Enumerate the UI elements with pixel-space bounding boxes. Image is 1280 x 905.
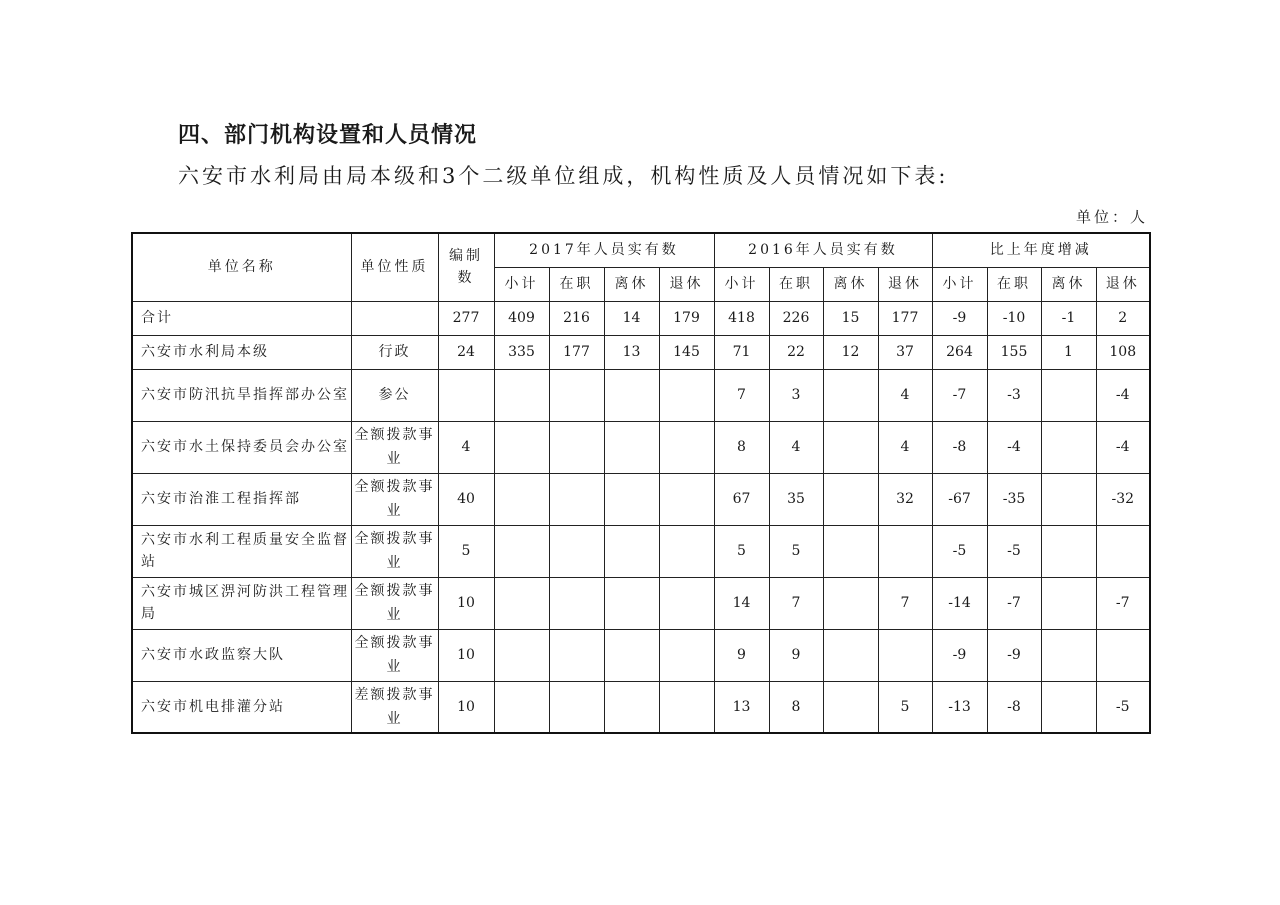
sub-active: 在职 xyxy=(987,267,1041,301)
cell-y2017-2 xyxy=(604,369,659,421)
header-bianzhi: 编制数 xyxy=(438,233,494,301)
cell-y2016-2 xyxy=(823,369,878,421)
cell-change-0: -5 xyxy=(932,525,987,577)
cell-y2016-2 xyxy=(823,629,878,681)
cell-y2016-1: 4 xyxy=(769,421,823,473)
table-row xyxy=(132,335,1150,369)
sub-subtotal: 小计 xyxy=(494,267,549,301)
cell-change-1: -10 xyxy=(987,301,1041,335)
cell-change-1: -4 xyxy=(987,421,1041,473)
cell-unit-name: 六安市治淮工程指挥部 xyxy=(132,473,351,525)
cell-y2016-0: 9 xyxy=(714,629,769,681)
table-row xyxy=(132,681,1150,733)
table-row xyxy=(132,525,1150,577)
cell-unit-nature: 全额拨款事业 xyxy=(351,473,438,525)
cell-unit-nature: 全额拨款事业 xyxy=(351,525,438,577)
cell-y2017-2 xyxy=(604,525,659,577)
table-row xyxy=(132,301,1150,335)
cell-y2016-1: 22 xyxy=(769,335,823,369)
cell-y2017-2 xyxy=(604,629,659,681)
header-change: 比上年度增减 xyxy=(932,233,1150,267)
cell-y2017-0: 409 xyxy=(494,301,549,335)
cell-y2016-0: 418 xyxy=(714,301,769,335)
sub-lixiu: 离休 xyxy=(823,267,878,301)
cell-change-2: -1 xyxy=(1041,301,1096,335)
header-row-1 xyxy=(132,233,1150,267)
cell-unit-name: 六安市水政监察大队 xyxy=(132,629,351,681)
cell-y2016-0: 8 xyxy=(714,421,769,473)
sub-subtotal: 小计 xyxy=(714,267,769,301)
cell-unit-name: 六安市机电排灌分站 xyxy=(132,681,351,733)
table-row xyxy=(132,629,1150,681)
cell-y2017-1 xyxy=(549,629,604,681)
table-row xyxy=(132,577,1150,629)
cell-change-3: -4 xyxy=(1096,421,1150,473)
sub-tuixiu: 退休 xyxy=(1096,267,1150,301)
table-row xyxy=(132,421,1150,473)
cell-change-0: -7 xyxy=(932,369,987,421)
cell-change-1: -5 xyxy=(987,525,1041,577)
cell-unit-name: 六安市防汛抗旱指挥部办公室 xyxy=(132,369,351,421)
cell-y2016-0: 13 xyxy=(714,681,769,733)
cell-y2017-0 xyxy=(494,629,549,681)
cell-change-0: -9 xyxy=(932,629,987,681)
cell-y2016-2 xyxy=(823,421,878,473)
cell-y2016-1: 35 xyxy=(769,473,823,525)
cell-bianzhi: 277 xyxy=(438,301,494,335)
cell-unit-name: 六安市水利工程质量安全监督站 xyxy=(132,525,351,577)
cell-y2017-2 xyxy=(604,473,659,525)
cell-y2016-3: 5 xyxy=(878,681,932,733)
cell-change-3: -5 xyxy=(1096,681,1150,733)
cell-y2016-3: 32 xyxy=(878,473,932,525)
cell-unit-nature: 参公 xyxy=(351,369,438,421)
header-2017: 2017年人员实有数 xyxy=(494,233,714,267)
cell-bianzhi: 10 xyxy=(438,629,494,681)
cell-y2017-1 xyxy=(549,577,604,629)
cell-y2016-3: 4 xyxy=(878,421,932,473)
sub-lixiu: 离休 xyxy=(604,267,659,301)
cell-unit-nature: 差额拨款事业 xyxy=(351,681,438,733)
cell-y2017-2: 14 xyxy=(604,301,659,335)
cell-change-2 xyxy=(1041,473,1096,525)
header-nature: 单位性质 xyxy=(351,233,438,301)
cell-y2016-0: 7 xyxy=(714,369,769,421)
unit-label: 单位：人 xyxy=(1075,208,1148,226)
cell-unit-name: 合计 xyxy=(132,301,351,335)
cell-change-1: -8 xyxy=(987,681,1041,733)
cell-change-3: 2 xyxy=(1096,301,1150,335)
cell-y2017-0 xyxy=(494,525,549,577)
cell-y2017-3 xyxy=(659,525,714,577)
cell-y2016-2 xyxy=(823,681,878,733)
cell-y2017-3 xyxy=(659,577,714,629)
cell-y2017-1 xyxy=(549,525,604,577)
cell-y2016-0: 5 xyxy=(714,525,769,577)
cell-y2016-2 xyxy=(823,473,878,525)
cell-unit-nature: 全额拨款事业 xyxy=(351,629,438,681)
cell-unit-nature: 全额拨款事业 xyxy=(351,421,438,473)
cell-change-3 xyxy=(1096,629,1150,681)
cell-bianzhi: 4 xyxy=(438,421,494,473)
cell-y2017-0 xyxy=(494,681,549,733)
cell-change-0: -13 xyxy=(932,681,987,733)
cell-y2017-0 xyxy=(494,473,549,525)
cell-change-3: -7 xyxy=(1096,577,1150,629)
table-row xyxy=(132,369,1150,421)
cell-change-2 xyxy=(1041,629,1096,681)
cell-change-2 xyxy=(1041,681,1096,733)
cell-y2016-0: 71 xyxy=(714,335,769,369)
cell-y2017-3: 145 xyxy=(659,335,714,369)
cell-y2017-3 xyxy=(659,369,714,421)
cell-change-3: -32 xyxy=(1096,473,1150,525)
cell-y2017-1 xyxy=(549,473,604,525)
cell-y2017-3: 179 xyxy=(659,301,714,335)
cell-y2017-3 xyxy=(659,681,714,733)
cell-change-2 xyxy=(1041,421,1096,473)
cell-y2017-3 xyxy=(659,473,714,525)
cell-change-1: -3 xyxy=(987,369,1041,421)
cell-change-0: -9 xyxy=(932,301,987,335)
cell-y2017-1: 216 xyxy=(549,301,604,335)
sub-lixiu: 离休 xyxy=(1041,267,1096,301)
cell-y2016-3: 7 xyxy=(878,577,932,629)
sub-tuixiu: 退休 xyxy=(878,267,932,301)
cell-y2017-0: 335 xyxy=(494,335,549,369)
cell-y2016-0: 67 xyxy=(714,473,769,525)
cell-y2016-2 xyxy=(823,525,878,577)
cell-y2017-1: 177 xyxy=(549,335,604,369)
cell-y2017-3 xyxy=(659,421,714,473)
cell-y2016-1: 9 xyxy=(769,629,823,681)
section-heading: 四、部门机构设置和人员情况 xyxy=(178,123,478,148)
cell-unit-name: 六安市水利局本级 xyxy=(132,335,351,369)
cell-change-1: 155 xyxy=(987,335,1041,369)
cell-change-0: -8 xyxy=(932,421,987,473)
cell-unit-name: 六安市城区淠河防洪工程管理局 xyxy=(132,577,351,629)
cell-y2017-1 xyxy=(549,681,604,733)
cell-y2017-3 xyxy=(659,629,714,681)
cell-change-2 xyxy=(1041,369,1096,421)
cell-y2017-2 xyxy=(604,577,659,629)
cell-y2016-3 xyxy=(878,629,932,681)
cell-bianzhi: 10 xyxy=(438,681,494,733)
sub-tuixiu: 退休 xyxy=(659,267,714,301)
cell-change-0: -14 xyxy=(932,577,987,629)
staff-table xyxy=(131,232,1151,734)
cell-y2016-1: 8 xyxy=(769,681,823,733)
cell-change-3: 108 xyxy=(1096,335,1150,369)
sub-subtotal: 小计 xyxy=(932,267,987,301)
sub-active: 在职 xyxy=(549,267,604,301)
header-name: 单位名称 xyxy=(132,233,351,301)
cell-unit-nature: 全额拨款事业 xyxy=(351,577,438,629)
sub-active: 在职 xyxy=(769,267,823,301)
cell-y2017-1 xyxy=(549,421,604,473)
cell-change-1: -7 xyxy=(987,577,1041,629)
cell-bianzhi: 24 xyxy=(438,335,494,369)
cell-bianzhi: 40 xyxy=(438,473,494,525)
cell-change-2: 1 xyxy=(1041,335,1096,369)
cell-y2017-2 xyxy=(604,681,659,733)
cell-y2017-0 xyxy=(494,369,549,421)
cell-change-2 xyxy=(1041,577,1096,629)
cell-y2016-3 xyxy=(878,525,932,577)
cell-y2017-1 xyxy=(549,369,604,421)
cell-y2016-2: 12 xyxy=(823,335,878,369)
cell-bianzhi xyxy=(438,369,494,421)
cell-y2016-2 xyxy=(823,577,878,629)
cell-change-0: -67 xyxy=(932,473,987,525)
table-row xyxy=(132,473,1150,525)
cell-unit-nature: 行政 xyxy=(351,335,438,369)
cell-bianzhi: 5 xyxy=(438,525,494,577)
cell-change-2 xyxy=(1041,525,1096,577)
intro-paragraph: 六安市水利局由局本级和3个二级单位组成，机构性质及人员情况如下表: xyxy=(178,164,949,188)
cell-y2017-2: 13 xyxy=(604,335,659,369)
cell-change-1: -35 xyxy=(987,473,1041,525)
cell-y2016-3: 4 xyxy=(878,369,932,421)
cell-y2016-1: 5 xyxy=(769,525,823,577)
cell-y2017-0 xyxy=(494,421,549,473)
cell-change-3: -4 xyxy=(1096,369,1150,421)
cell-change-0: 264 xyxy=(932,335,987,369)
header-2016: 2016年人员实有数 xyxy=(714,233,932,267)
cell-y2016-3: 177 xyxy=(878,301,932,335)
cell-unit-name: 六安市水土保持委员会办公室 xyxy=(132,421,351,473)
cell-y2016-3: 37 xyxy=(878,335,932,369)
cell-y2016-1: 7 xyxy=(769,577,823,629)
cell-y2017-2 xyxy=(604,421,659,473)
cell-y2016-1: 3 xyxy=(769,369,823,421)
cell-y2016-0: 14 xyxy=(714,577,769,629)
cell-change-1: -9 xyxy=(987,629,1041,681)
cell-y2016-1: 226 xyxy=(769,301,823,335)
cell-unit-nature xyxy=(351,301,438,335)
cell-change-3 xyxy=(1096,525,1150,577)
cell-y2017-0 xyxy=(494,577,549,629)
cell-y2016-2: 15 xyxy=(823,301,878,335)
cell-bianzhi: 10 xyxy=(438,577,494,629)
